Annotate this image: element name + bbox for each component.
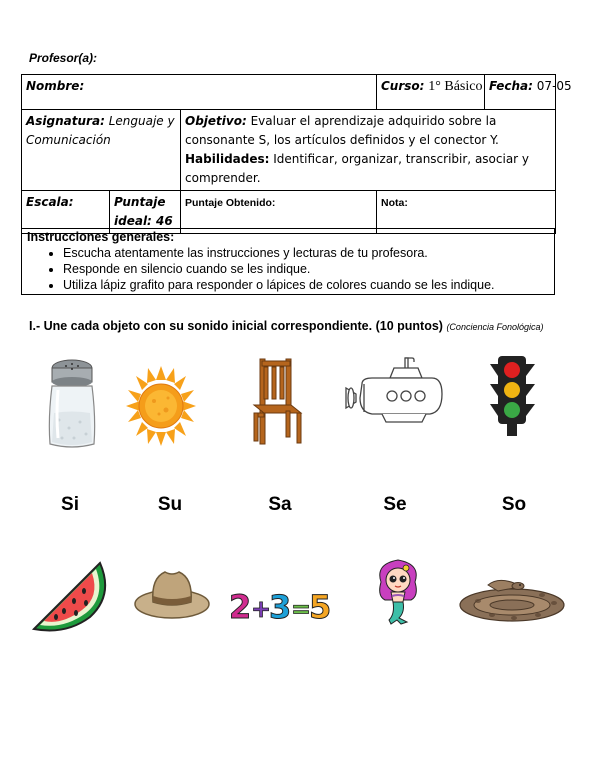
section-1-heading <box>29 319 569 334</box>
instructions-box <box>21 228 555 295</box>
curso-label: Curso: <box>381 79 425 93</box>
asignatura-value-1: Lenguaje y <box>108 114 175 128</box>
objetivo-text-1: Evaluar el aprendizaje adquirido sobre la <box>250 114 497 128</box>
nota-label: Nota: <box>381 197 408 209</box>
hat-image <box>133 566 211 620</box>
math-plus: + <box>251 595 272 623</box>
syllable-se: Se <box>383 494 407 515</box>
math-digit-5: 5 <box>309 588 332 624</box>
submarine-image <box>342 354 445 432</box>
puntaje-obtenido-label: Puntaje Obtenido: <box>185 197 276 209</box>
asignatura-label: Asignatura: <box>26 114 105 128</box>
escala-label: Escala: <box>26 195 74 209</box>
syllable-su: Su <box>157 494 183 515</box>
watermelon-image <box>30 555 110 633</box>
curso-value: 1° Básico <box>428 79 483 94</box>
instructions-title: Instrucciones generales: <box>27 230 175 244</box>
curso-cell <box>377 75 485 110</box>
instruction-item: • Responde en silencio cuando se les indique. <box>63 261 549 277</box>
syllable-sa: Sa <box>268 494 292 515</box>
profesor-label: Profesor(a): <box>29 51 98 65</box>
math-digit-3: 3 <box>269 588 292 624</box>
salt-shaker-image <box>44 358 100 450</box>
fecha-value: 07-05 <box>536 79 572 93</box>
objetivo-text-2: consonante S, los artículos definidos y el conector Y. <box>185 133 499 147</box>
objetivo-cell <box>181 110 556 191</box>
traffic-light-image <box>490 354 535 436</box>
asignatura-cell <box>22 110 181 191</box>
instruction-item: • Utiliza lápiz grafito para responder o lápices de colores cuando se les indique. <box>63 277 549 293</box>
nombre-cell <box>22 75 377 110</box>
math-sum-image <box>229 588 333 624</box>
habilidades-label: Habilidades: <box>185 152 270 166</box>
section-1-note: (Conciencia Fonológica) <box>446 322 544 332</box>
puntaje-ideal-1: Puntaje <box>114 195 166 209</box>
habilidades-text-1: Identificar, organizar, transcribir, asociar y <box>273 152 530 166</box>
syllable-so: So <box>501 494 527 515</box>
math-equals: = <box>291 595 312 623</box>
fecha-label: Fecha: <box>489 79 533 93</box>
mermaid-image <box>373 556 423 626</box>
asignatura-value-2: Comunicación <box>26 133 111 147</box>
snake-image <box>458 575 568 625</box>
math-digit-2: 2 <box>229 588 252 624</box>
nombre-label: Nombre: <box>26 79 85 93</box>
instructions-list <box>27 245 549 293</box>
sun-image <box>126 366 196 446</box>
objetivo-label: Objetivo: <box>185 114 247 128</box>
chair-image <box>250 357 305 445</box>
puntaje-ideal-2: ideal: 46 <box>114 214 173 228</box>
syllable-si: Si <box>61 494 79 515</box>
fecha-cell <box>485 75 572 110</box>
instruction-item: • Escucha atentamente las instrucciones y lecturas de tu profesora. <box>63 245 549 261</box>
habilidades-text-2: comprender. <box>185 171 261 185</box>
section-1-title: I.- Une cada objeto con su sonido inicial correspondiente. (10 puntos) <box>29 319 443 333</box>
info-table <box>21 74 572 234</box>
